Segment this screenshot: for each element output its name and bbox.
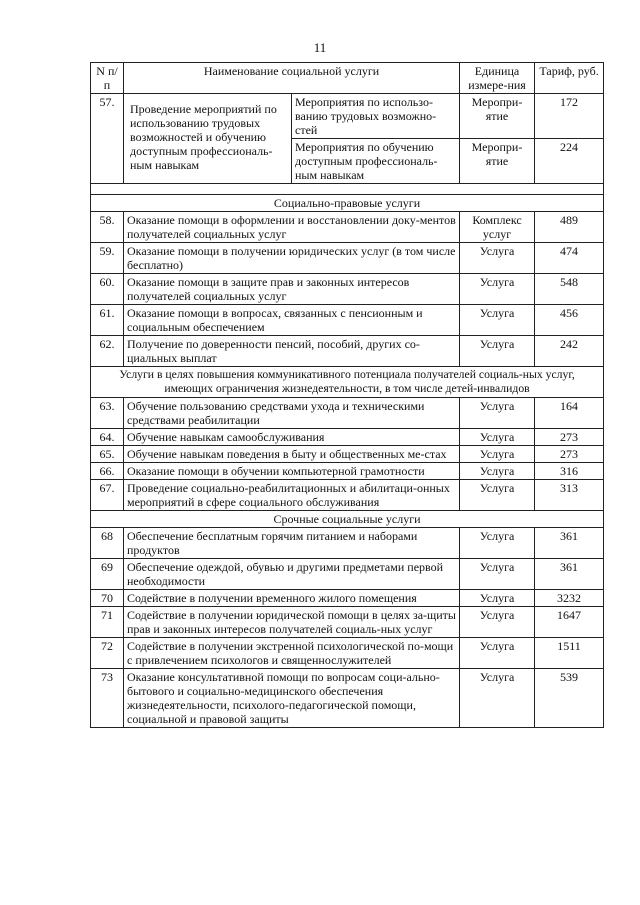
row-name: Оказание помощи в обучении компьютерной грамотности — [124, 463, 460, 480]
row-tariff: 224 — [535, 139, 604, 184]
row-name: Обучение навыкам самообслуживания — [124, 429, 460, 446]
row-num: 72 — [91, 638, 124, 669]
row-name: Проведение социально-реабилитационных и абилитаци-онных мероприятий в сфере социального обслуживания — [124, 480, 460, 511]
row-num: 61. — [91, 305, 124, 336]
row-name: Содействие в получении временного жилого помещения — [124, 590, 460, 607]
table-header-row — [91, 63, 604, 94]
row-tariff: 548 — [535, 274, 604, 305]
row-num: 63. — [91, 398, 124, 429]
row-name: Получение по доверенности пенсий, пособий, других со-циальных выплат — [124, 336, 460, 367]
row-tariff: 1647 — [535, 607, 604, 638]
row-tariff: 1511 — [535, 638, 604, 669]
row-unit: Услуга — [460, 446, 535, 463]
table-row — [91, 528, 604, 559]
row-tariff: 456 — [535, 305, 604, 336]
row-num: 65. — [91, 446, 124, 463]
row-unit: Услуга — [460, 463, 535, 480]
table-row — [91, 305, 604, 336]
row-tariff: 474 — [535, 243, 604, 274]
table-row — [91, 429, 604, 446]
row-num: 71 — [91, 607, 124, 638]
sub-service-name: Мероприятия по обучению доступным профессиональ-ным навыкам — [292, 139, 460, 184]
row-unit: Услуга — [460, 528, 535, 559]
table-row — [91, 336, 604, 367]
header-num: N п/п — [91, 63, 124, 94]
row-tariff: 273 — [535, 446, 604, 463]
row-name: Обучение пользованию средствами ухода и техническими средствами реабилитации — [124, 398, 460, 429]
row-name: Обеспечение одеждой, обувью и другими предметами первой необходимости — [124, 559, 460, 590]
row-unit: Услуга — [460, 305, 535, 336]
row-num: 62. — [91, 336, 124, 367]
row-unit: Меропри-ятие — [460, 94, 535, 139]
header-unit: Единица измере-ния — [460, 63, 535, 94]
row-num: 68 — [91, 528, 124, 559]
row-num: 70 — [91, 590, 124, 607]
table-row — [91, 638, 604, 669]
services-tariff-table — [90, 62, 604, 728]
table-row — [91, 398, 604, 429]
row-name: Оказание помощи в получении юридических услуг (в том числе бесплатно) — [124, 243, 460, 274]
row-tariff: 172 — [535, 94, 604, 139]
section-title: Социально-правовые услуги — [91, 195, 604, 212]
row-tariff: 3232 — [535, 590, 604, 607]
row-unit: Комплекс услуг — [460, 212, 535, 243]
section-title: Услуги в целях повышения коммуникативного потенциала получателей социаль-ных услуг, имеющих ограничения жизнедеятельности, в том числе детей-инвалидов — [91, 367, 604, 398]
section-title: Срочные социальные услуги — [91, 511, 604, 528]
table-row — [91, 274, 604, 305]
row-unit: Услуга — [460, 429, 535, 446]
row-name: Обучение навыкам поведения в быту и общественных ме-стах — [124, 446, 460, 463]
table-row — [91, 669, 604, 728]
row-unit: Услуга — [460, 607, 535, 638]
row-unit: Услуга — [460, 669, 535, 728]
table-row — [91, 559, 604, 590]
table-row — [91, 590, 604, 607]
row-tariff: 539 — [535, 669, 604, 728]
sub-service-name: Мероприятия по использо-ванию трудовых возможно-стей — [292, 94, 460, 139]
row-tariff: 361 — [535, 559, 604, 590]
section-heading-row — [91, 511, 604, 528]
page-number: 11 — [313, 40, 327, 55]
header-name: Наименование социальной услуги — [124, 63, 460, 94]
row-num: 66. — [91, 463, 124, 480]
row-num: 57. — [91, 94, 124, 184]
row-tariff: 489 — [535, 212, 604, 243]
table-row-57a — [91, 94, 604, 139]
row-unit: Услуга — [460, 243, 535, 274]
row-num: 64. — [91, 429, 124, 446]
row-unit: Услуга — [460, 638, 535, 669]
row-unit: Услуга — [460, 559, 535, 590]
row-tariff: 164 — [535, 398, 604, 429]
row-num: 67. — [91, 480, 124, 511]
row-unit: Услуга — [460, 274, 535, 305]
table-row — [91, 463, 604, 480]
spacer-row — [91, 184, 604, 195]
table-row — [91, 212, 604, 243]
row-tariff: 242 — [535, 336, 604, 367]
row-tariff: 316 — [535, 463, 604, 480]
table-row — [91, 446, 604, 463]
row-unit: Услуга — [460, 480, 535, 511]
row-num: 69 — [91, 559, 124, 590]
row-name: Оказание помощи в защите прав и законных интересов получателей социальных услуг — [124, 274, 460, 305]
row-name: Содействие в получении экстренной психологической по-мощи с привлечением психологов и священнослужителей — [124, 638, 460, 669]
row-name: Содействие в получении юридической помощи в целях за-щиты прав и законных интересов получателей социаль-ных услуг — [124, 607, 460, 638]
row-name: Оказание помощи в вопросах, связанных с пенсионным и социальным обеспечением — [124, 305, 460, 336]
row-unit: Услуга — [460, 336, 535, 367]
header-tariff: Тариф, руб. — [535, 63, 604, 94]
table-row — [91, 480, 604, 511]
section-heading-row — [91, 367, 604, 398]
section-heading-row — [91, 195, 604, 212]
row-name: Проведение мероприятий по использованию трудовых возможностей и обучению доступным профессиональ-ным навыкам — [124, 94, 292, 184]
row-num: 60. — [91, 274, 124, 305]
row-tariff: 273 — [535, 429, 604, 446]
row-num: 73 — [91, 669, 124, 728]
row-name: Оказание консультативной помощи по вопросам соци-ально-бытового и социально-медицинского обеспечения жизнедеятельности, психолого-педагогической помощи, социальной и правовой защиты — [124, 669, 460, 728]
row-unit: Меропри-ятие — [460, 139, 535, 184]
row-unit: Услуга — [460, 398, 535, 429]
row-unit: Услуга — [460, 590, 535, 607]
row-name: Оказание помощи в оформлении и восстановлении доку-ментов получателей социальных услуг — [124, 212, 460, 243]
row-name: Обеспечение бесплатным горячим питанием и наборами продуктов — [124, 528, 460, 559]
row-tariff: 361 — [535, 528, 604, 559]
row-num: 59. — [91, 243, 124, 274]
table-row — [91, 243, 604, 274]
table-row — [91, 607, 604, 638]
row-num: 58. — [91, 212, 124, 243]
row-tariff: 313 — [535, 480, 604, 511]
